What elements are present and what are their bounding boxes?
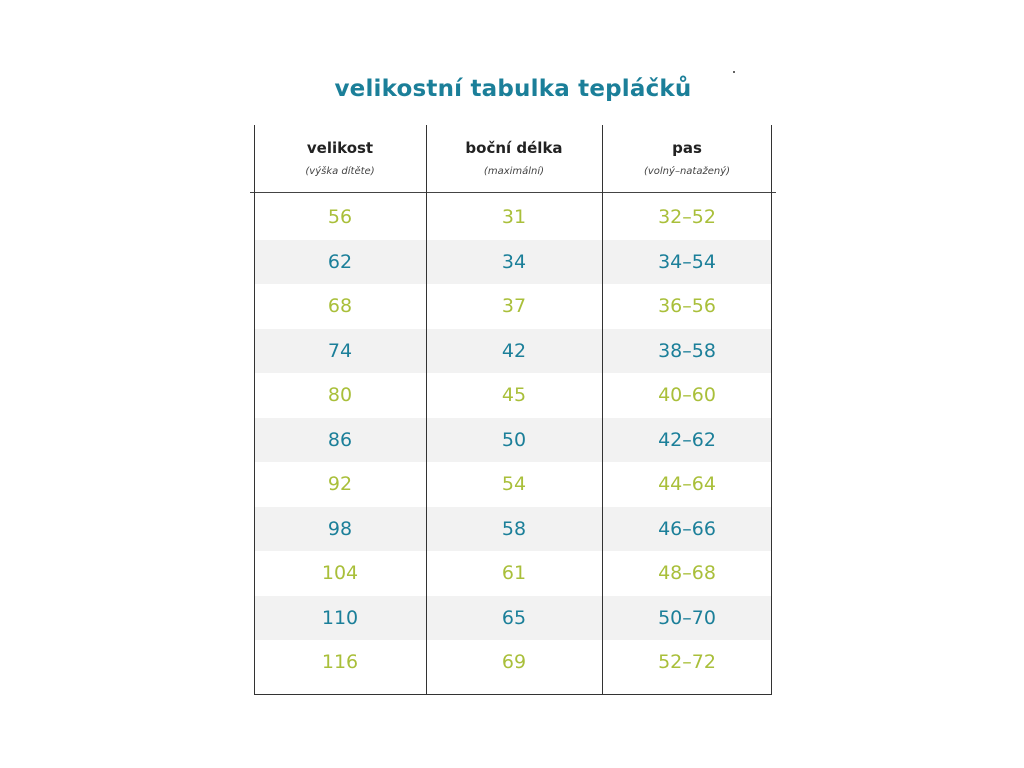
table-header: [254, 125, 772, 192]
cell-side-length: 58: [501, 517, 527, 540]
header-size: [254, 125, 426, 192]
size-table: [254, 125, 772, 695]
table-row: [254, 462, 772, 507]
table-row: [254, 596, 772, 641]
page-title: velikostní tabulka tepláčků: [334, 76, 692, 102]
header-divider: [250, 192, 776, 193]
table-row: [254, 284, 772, 329]
header-waist-sublabel: (volný–natažený): [643, 166, 731, 177]
cell-size: 92: [327, 473, 353, 495]
cell-side-length: 42: [501, 339, 527, 362]
cell-waist: 48–68: [658, 562, 716, 584]
cell-side-length: 37: [501, 295, 527, 317]
cell-side-length: 61: [501, 562, 527, 584]
table-border-left: [254, 125, 255, 695]
cell-size: 104: [321, 562, 359, 584]
cell-size: 62: [327, 250, 353, 273]
cell-waist: 46–66: [658, 517, 716, 540]
table-row: [254, 240, 772, 285]
column-divider-2: [602, 125, 603, 695]
cell-side-length: 69: [501, 651, 527, 673]
header-waist: [602, 125, 772, 192]
column-divider-1: [426, 125, 427, 695]
table-row: [254, 507, 772, 552]
table-border-bottom: [254, 694, 772, 695]
cell-size: 74: [327, 339, 353, 362]
table-row: [254, 418, 772, 463]
cell-size: 116: [321, 651, 359, 673]
table-row: [254, 195, 772, 240]
cell-waist: 32–52: [658, 206, 716, 228]
cell-side-length: 54: [501, 473, 527, 495]
cell-waist: 36–56: [658, 295, 716, 317]
cell-side-length: 45: [501, 384, 527, 406]
cell-waist: 44–64: [658, 473, 716, 495]
header-side-length-label: boční délka: [465, 139, 563, 157]
header-side-length-sublabel: (maximální): [483, 166, 545, 177]
cell-side-length: 65: [501, 606, 527, 629]
cell-size: 86: [327, 428, 353, 451]
table-row: [254, 640, 772, 685]
header-size-label: velikost: [306, 139, 374, 157]
cell-waist: 38–58: [658, 339, 716, 362]
header-side-length: [426, 125, 602, 192]
cell-size: 80: [327, 384, 353, 406]
table-body: [254, 195, 772, 685]
cell-side-length: 31: [501, 206, 527, 228]
stray-dot: [733, 71, 735, 73]
table-border-right: [771, 125, 772, 695]
cell-side-length: 50: [501, 428, 527, 451]
cell-side-length: 34: [501, 250, 527, 273]
cell-size: 110: [321, 606, 359, 629]
cell-waist: 42–62: [658, 428, 716, 451]
cell-waist: 52–72: [658, 651, 716, 673]
cell-waist: 34–54: [658, 250, 716, 273]
table-row: [254, 329, 772, 374]
table-row: [254, 551, 772, 596]
cell-size: 68: [327, 295, 353, 317]
cell-size: 98: [327, 517, 353, 540]
cell-waist: 50–70: [658, 606, 716, 629]
cell-size: 56: [327, 206, 353, 228]
table-row: [254, 373, 772, 418]
cell-waist: 40–60: [658, 384, 716, 406]
header-waist-label: pas: [672, 139, 702, 157]
header-size-sublabel: (výška dítěte): [305, 166, 375, 177]
